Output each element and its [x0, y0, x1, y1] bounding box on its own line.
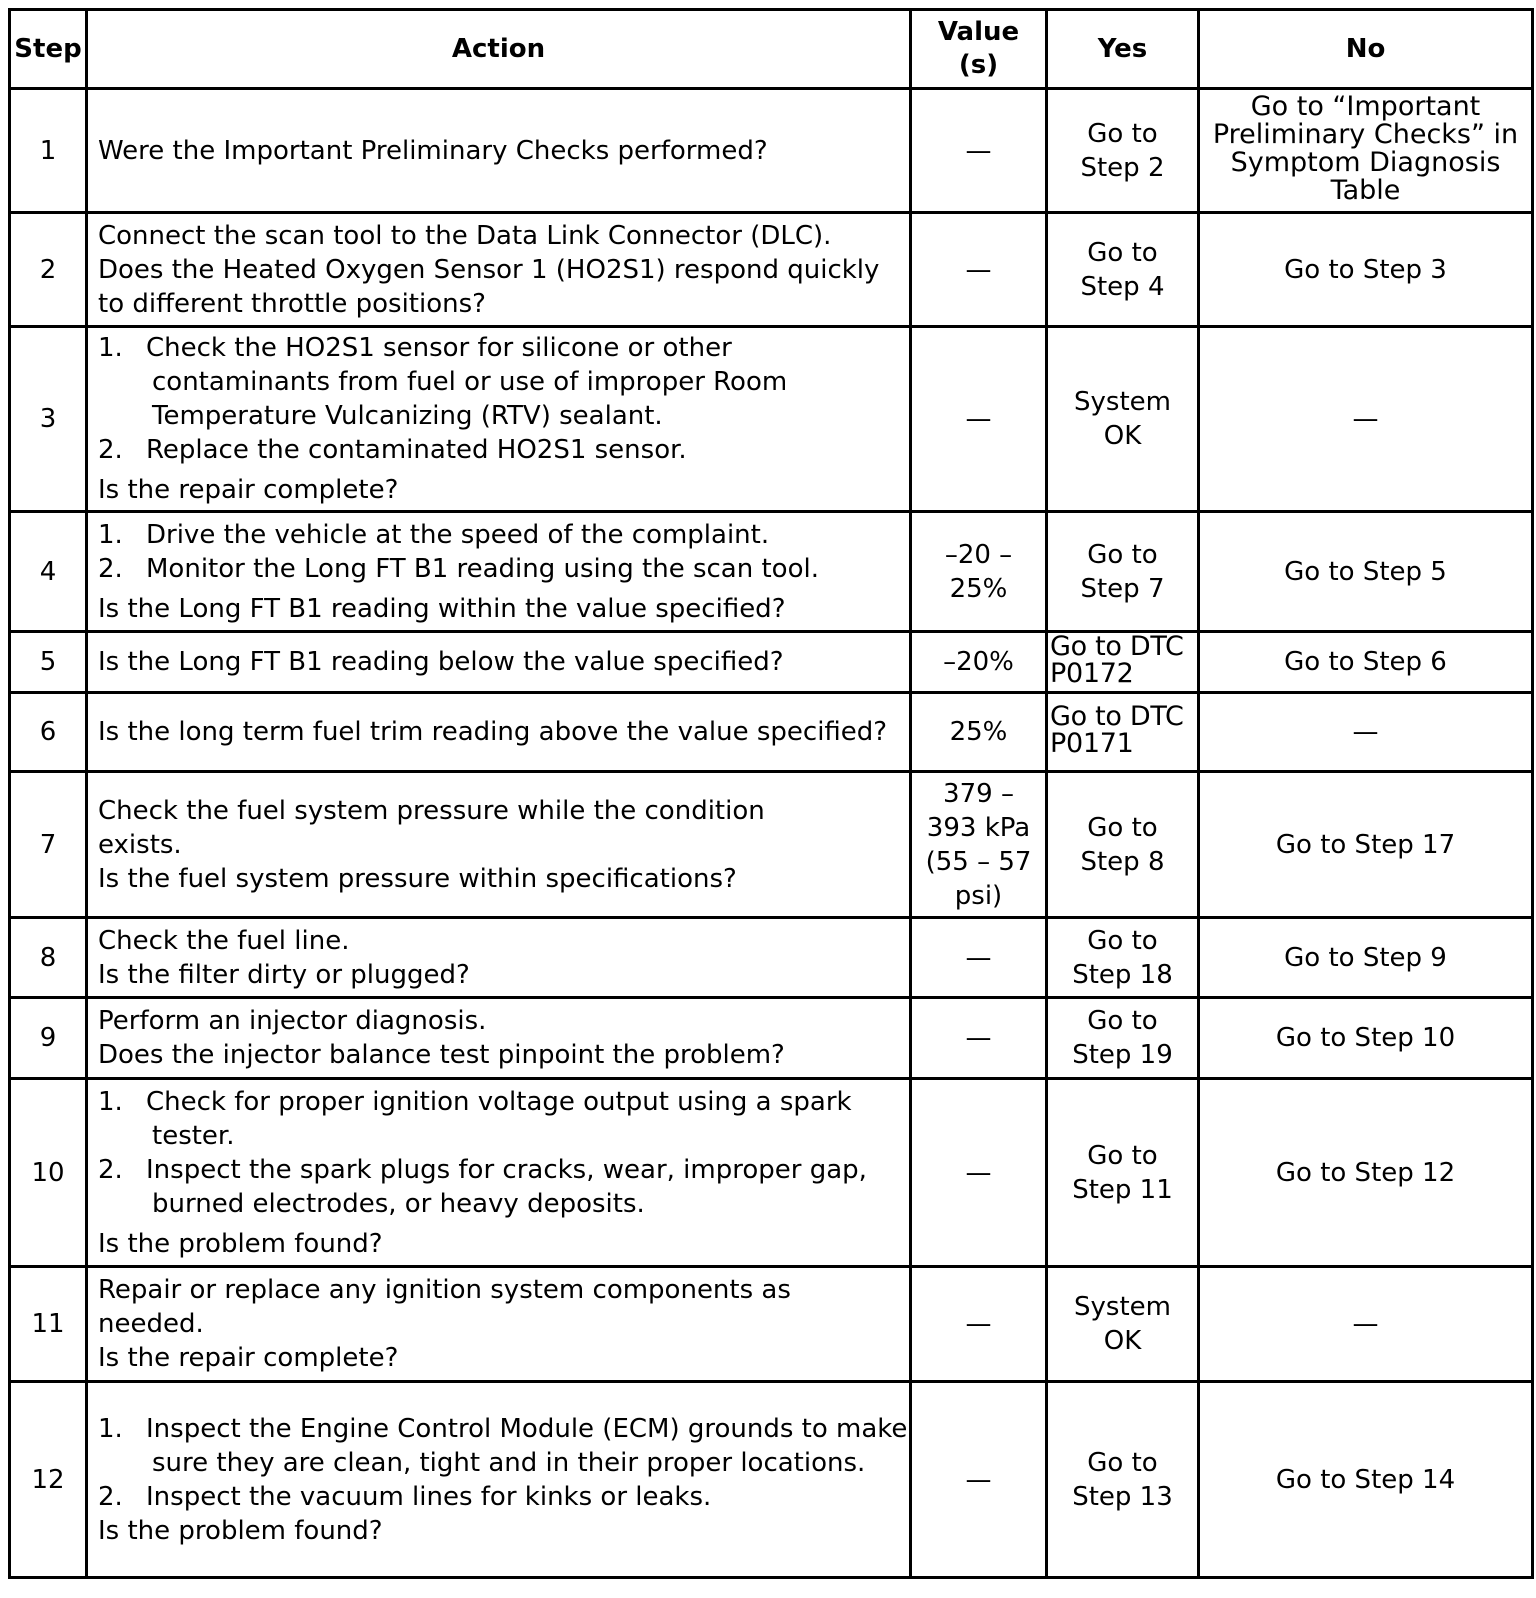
action-line: Connect the scan tool to the Data Link Connector (DLC). [98, 220, 832, 251]
yes-text: Go to DTC P0171 [1050, 701, 1184, 759]
step-number: 5 [10, 632, 87, 693]
action-list [98, 1412, 908, 1514]
header-row [10, 10, 1533, 89]
action-line: Check the fuel line. [98, 925, 350, 956]
action-cell [87, 772, 911, 918]
value-cell: — [911, 918, 1047, 998]
diagnostic-table [8, 8, 1534, 1579]
action-cell [87, 998, 911, 1079]
value-cell: — [911, 998, 1047, 1079]
yes-cell [1047, 632, 1199, 693]
table-row [10, 213, 1533, 327]
value-text: –20 – 25% [944, 539, 1013, 604]
header-yes: Yes [1047, 10, 1199, 89]
action-question: Is the problem found? [98, 1228, 383, 1259]
yes-text: Go to Step 2 [1080, 118, 1165, 183]
list-marker: 2. [98, 1481, 123, 1512]
step-number: 9 [10, 998, 87, 1079]
value-cell: — [911, 1079, 1047, 1267]
yes-text: System OK [1074, 387, 1171, 451]
yes-cell [1047, 512, 1199, 632]
list-item-text: Drive the vehicle at the speed of the complaint. [146, 519, 770, 550]
list-item-text: Replace the contaminated HO2S1 sensor. [146, 435, 687, 465]
step-number: 3 [10, 327, 87, 512]
step-number: 12 [10, 1382, 87, 1578]
value-text: 379 – 393 kPa (55 – 57 psi) [925, 778, 1032, 911]
step-number: 1 [10, 89, 87, 213]
table-row [10, 512, 1533, 632]
step-number: 4 [10, 512, 87, 632]
value-cell: — [911, 1267, 1047, 1382]
table-row [10, 1079, 1533, 1267]
value-cell [911, 512, 1047, 632]
table-row [10, 918, 1533, 998]
no-cell: — [1199, 1267, 1533, 1382]
yes-text: System OK [1074, 1292, 1171, 1356]
action-line: Check the fuel system pressure while the condition exists. [98, 795, 765, 860]
yes-cell [1047, 998, 1199, 1079]
yes-cell [1047, 327, 1199, 512]
action-question: Is the problem found? [98, 1515, 383, 1546]
value-cell: — [911, 213, 1047, 327]
list-item-text: Inspect the spark plugs for cracks, wear, improper gap, burned electrodes, or heavy deposits. [146, 1154, 867, 1219]
yes-cell [1047, 89, 1199, 213]
list-item [98, 1480, 899, 1514]
table-row [10, 1267, 1533, 1382]
value-cell: — [911, 89, 1047, 213]
yes-cell [1047, 1382, 1199, 1578]
list-item [98, 552, 899, 586]
list-item-text: Monitor the Long FT B1 reading using the scan tool. [146, 553, 819, 584]
value-cell: –20% [911, 632, 1047, 693]
step-number: 6 [10, 693, 87, 772]
yes-cell [1047, 772, 1199, 918]
no-cell [1199, 89, 1533, 213]
action-list [98, 518, 899, 586]
list-marker: 1. [98, 519, 123, 550]
list-marker: 1. [98, 1413, 123, 1444]
yes-cell [1047, 693, 1199, 772]
yes-text: Go to Step 8 [1080, 812, 1165, 877]
action-cell [87, 1382, 911, 1578]
header-value [911, 10, 1047, 89]
action-line: Does the injector balance test pinpoint the problem? [98, 1040, 785, 1070]
list-item [98, 433, 899, 467]
action-question: Is the repair complete? [98, 475, 399, 505]
value-cell: 25% [911, 693, 1047, 772]
action-line: Does the Heated Oxygen Sensor 1 (HO2S1) respond quickly to different throttle positions? [98, 254, 880, 319]
no-cell: — [1199, 327, 1533, 512]
action-line: Is the fuel system pressure within specifications? [98, 863, 737, 894]
list-item [98, 1153, 912, 1221]
no-cell: Go to Step 6 [1199, 632, 1533, 693]
value-cell: — [911, 327, 1047, 512]
step-number: 8 [10, 918, 87, 998]
yes-text: Go to Step 13 [1072, 1447, 1173, 1512]
yes-cell [1047, 918, 1199, 998]
yes-cell [1047, 213, 1199, 327]
yes-text: Go to Step 18 [1072, 925, 1173, 990]
list-item-text: Inspect the vacuum lines for kinks or leaks. [146, 1481, 712, 1512]
action-cell [87, 918, 911, 998]
action-text: Is the Long FT B1 reading below the value specified? [87, 632, 911, 693]
no-cell: Go to Step 10 [1199, 998, 1533, 1079]
header-no: No [1199, 10, 1533, 89]
table-row [10, 998, 1533, 1079]
action-cell [87, 1267, 911, 1382]
action-cell [87, 512, 911, 632]
list-item [98, 518, 899, 552]
table-row [10, 632, 1533, 693]
list-item-text: Inspect the Engine Control Module (ECM) grounds to make sure they are clean, tight and in their proper locations. [146, 1413, 908, 1478]
header-value-label: Value (s) [937, 17, 1020, 80]
table-row [10, 693, 1533, 772]
list-item [98, 1085, 872, 1153]
yes-text: Go to Step 19 [1072, 1006, 1173, 1070]
table-row [10, 772, 1533, 918]
list-marker: 1. [98, 333, 123, 363]
list-marker: 2. [98, 553, 123, 584]
no-cell: — [1199, 693, 1533, 772]
diagnostic-table-container [8, 8, 1534, 1579]
yes-cell [1047, 1079, 1199, 1267]
header-action: Action [87, 10, 911, 89]
yes-text: Go to Step 11 [1072, 1140, 1173, 1205]
no-cell: Go to Step 3 [1199, 213, 1533, 327]
no-cell: Go to Step 12 [1199, 1079, 1533, 1267]
table-row [10, 327, 1533, 512]
step-number: 10 [10, 1079, 87, 1267]
no-cell: Go to Step 5 [1199, 512, 1533, 632]
action-cell [87, 327, 911, 512]
action-line: Is the filter dirty or plugged? [98, 959, 470, 990]
action-text: Were the Important Preliminary Checks performed? [87, 89, 911, 213]
no-cell: Go to Step 17 [1199, 772, 1533, 918]
no-cell: Go to Step 14 [1199, 1382, 1533, 1578]
list-marker: 2. [98, 435, 123, 465]
value-cell [911, 772, 1047, 918]
list-marker: 2. [98, 1154, 123, 1185]
step-number: 7 [10, 772, 87, 918]
yes-text: Go to Step 4 [1080, 237, 1165, 302]
step-number: 2 [10, 213, 87, 327]
yes-text: Go to DTC P0172 [1050, 631, 1184, 689]
action-cell [87, 213, 911, 327]
header-step: Step [10, 10, 87, 89]
yes-cell [1047, 1267, 1199, 1382]
action-question: Is the Long FT B1 reading within the value specified? [98, 593, 786, 624]
list-marker: 1. [98, 1086, 123, 1117]
no-cell: Go to Step 9 [1199, 918, 1533, 998]
list-item-text: Check the HO2S1 sensor for silicone or other contaminants from fuel or use of improper Room Temperature Vulcanizing (RTV) sealant. [146, 333, 788, 431]
list-item-text: Check for proper ignition voltage output using a spark tester. [146, 1086, 852, 1151]
table-row [10, 1382, 1533, 1578]
yes-text: Go to Step 7 [1080, 539, 1165, 604]
action-list [98, 331, 899, 467]
action-line: Is the repair complete? [98, 1343, 399, 1373]
action-line: Perform an injector diagnosis. [98, 1006, 487, 1036]
list-item [98, 1412, 932, 1480]
action-cell [87, 1079, 911, 1267]
action-text: Is the long term fuel trim reading above the value specified? [87, 693, 911, 772]
step-number: 11 [10, 1267, 87, 1382]
action-list [98, 1085, 899, 1221]
action-line: Repair or replace any ignition system components as needed. [98, 1275, 791, 1339]
no-text: Go to “Important Preliminary Checks” in Symptom Diagnosis Table [1212, 91, 1519, 206]
value-cell: — [911, 1382, 1047, 1578]
table-row [10, 89, 1533, 213]
list-item [98, 331, 899, 433]
